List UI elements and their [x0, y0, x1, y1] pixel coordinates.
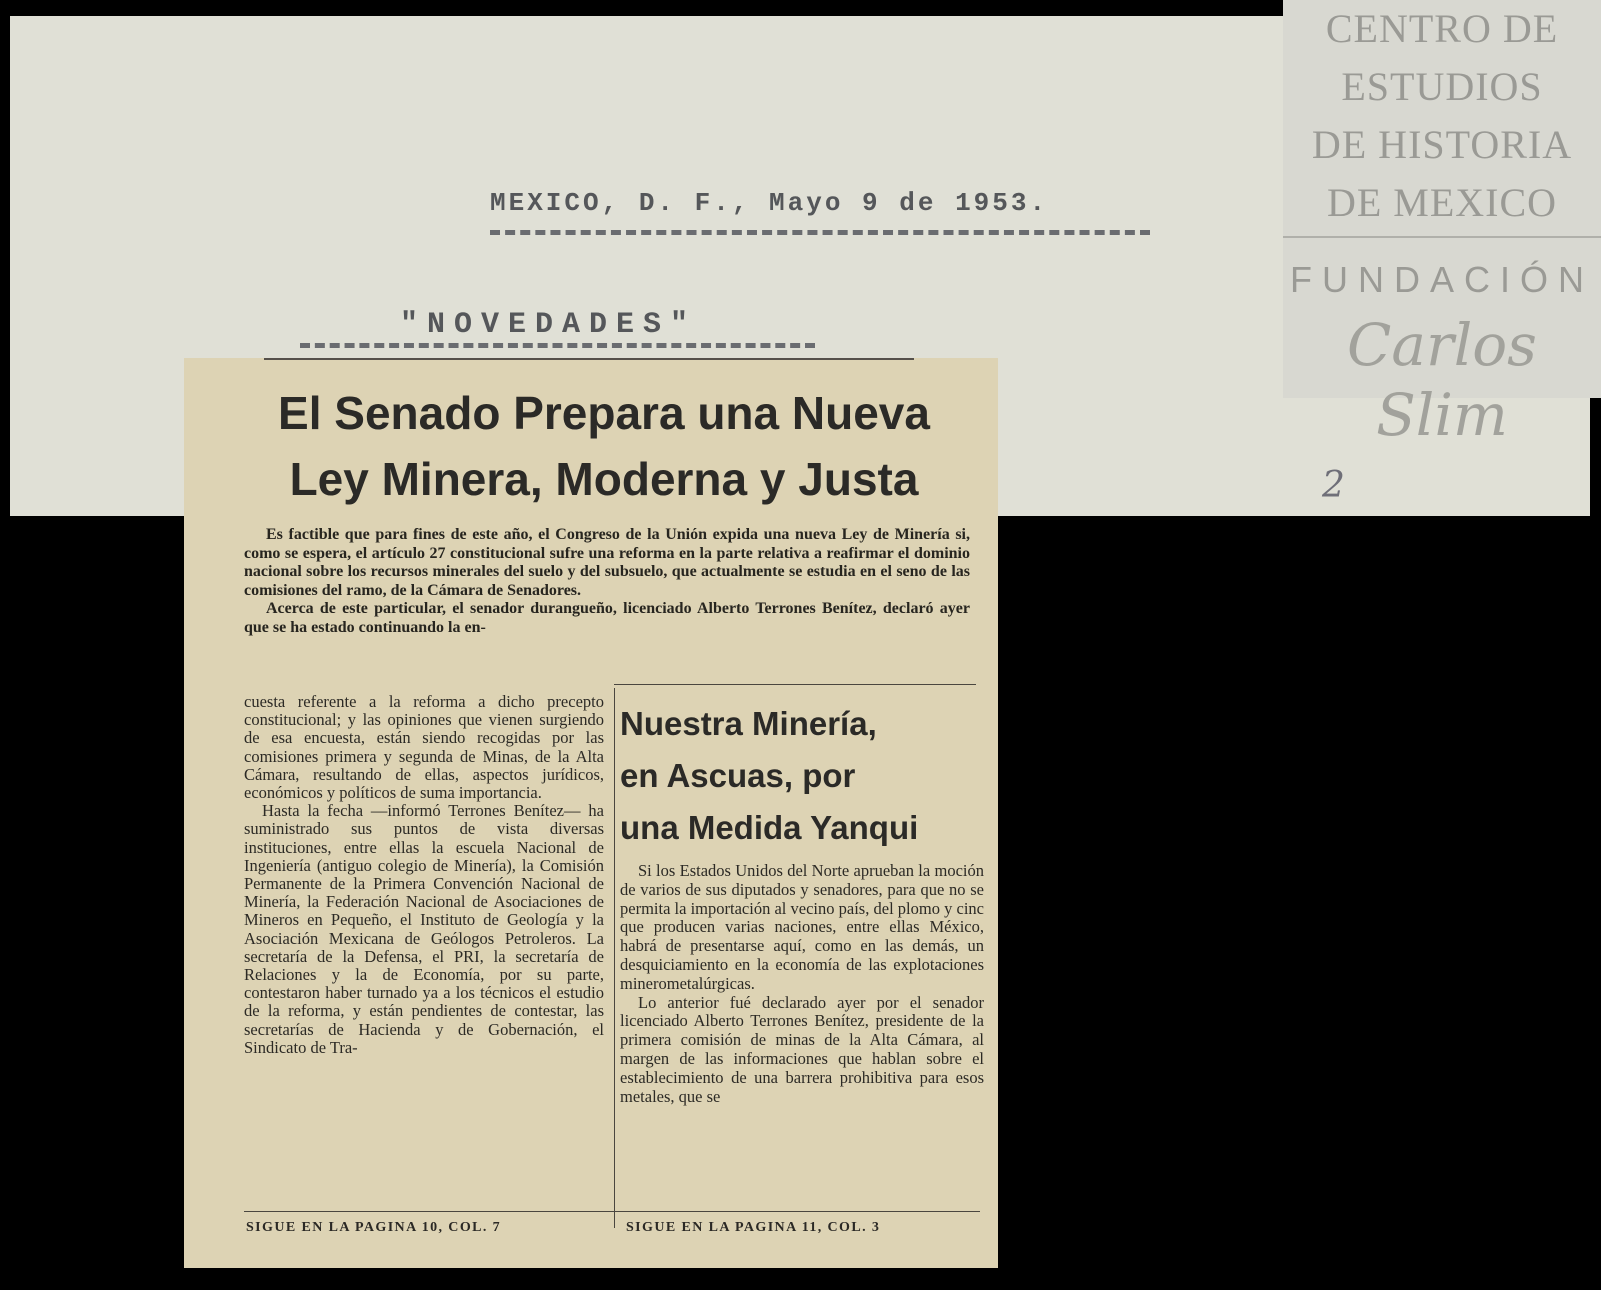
- side-headline-line-1: Nuestra Minería,: [620, 705, 877, 742]
- column-divider: [614, 688, 615, 1228]
- continued-left: SIGUE EN LA PAGINA 10, COL. 7: [246, 1220, 502, 1235]
- continued-right: SIGUE EN LA PAGINA 11, COL. 3: [626, 1220, 881, 1235]
- footer-rule: [244, 1211, 980, 1212]
- logo-line-3: DE HISTORIA: [1311, 122, 1573, 167]
- logo-foundation: FUNDACIÓN: [1290, 259, 1594, 300]
- left-paragraph-1: cuesta referente a la reforma a dicho precepto constitucional; y las opiniones que vienen surgiendo de esa encuesta, están siendo recogidas por las comisiones primera y segunda de Minas, de la Alta Cámara, resultando de ellas, aspectos jurídicos, económicos y políticos de suma importancia.: [244, 692, 604, 803]
- dateline: MEXICO, D. F., Mayo 9 de 1953.: [490, 188, 1049, 218]
- headline-line-1: El Senado Prepara una Nueva: [278, 387, 930, 439]
- handwritten-page-number: 2: [1322, 465, 1345, 506]
- main-headline: [244, 380, 964, 512]
- left-paragraph-2: Hasta la fecha —informó Terrones Benítez— ha suministrado sus puntos de vista diversas instituciones, entre ellas la escuela Nacional de Ingeniería (antiguo colegio de Minería), la Comisión Permanente de la Primera Convención Nacional de Minería, la Federación Nacional de Asociaciones de Mineros en Pequeño, el Instituto de Geología y la Asociación Mexicana de Geólogos Petroleros. La secretaría de la Defensa, el PRI, la secretaría de Relaciones y la de Economía, por su parte, contestaron haber turnado ya a los técnicos el estudio de la reforma, y están pendientes de contestar, las secretarías de Hacienda y de Gobernación, el Sindicato de Tra-: [244, 801, 604, 1057]
- lead-paragraph-1: Es factible que para fines de este año, el Congreso de la Unión expida una nueva Ley de Minería si, como se espera, el artículo 27 constitucional sufre una reforma en la parte relativa a reafirmar el dominio nacional sobre los recursos minerales del suelo y del subsuelo, que actualmente se estudia en el seno de las comisiones del ramo, de la Cámara de Senadores.: [244, 526, 970, 599]
- side-headline-line-3: una Medida Yanqui: [620, 809, 919, 846]
- logo-line-1: CENTRO DE: [1325, 6, 1559, 51]
- archive-watermark-logo: [1283, 0, 1601, 449]
- lead-paragraph-2: Acerca de este particular, el senador duranguеño, licenciado Alberto Terrones Benítez, declaró ayer que se ha estado continuando la en-: [244, 600, 970, 636]
- right-paragraph-2: Lo anterior fué declarado ayer por el senador licenciado Alberto Terrones Benítez, presidente de la primera comisión de minas de la Alta Cámara, al margen de las informaciones que hablan sobre el establecimiento de una barrera prohibitiva para esos metales, que se: [620, 992, 984, 1106]
- logo-signature: Carlos Slim: [1347, 311, 1537, 449]
- side-headline-line-2: en Ascuas, por: [620, 757, 856, 794]
- lead-paragraphs: [244, 526, 970, 637]
- right-column: [620, 862, 984, 1106]
- newspaper-clipping: [184, 358, 998, 1268]
- right-paragraph-1: Si los Estados Unidos del Norte aprueban la moción de varios de sus diputados y senadores, para que no se permita la importación al vecino país, del plomo y cinc que producen varias naciones, entre ellas México, habrá de presentarse aquí, como en las demás, un desquiciamiento en la economía de las explotaciones minerometalúrgicas.: [620, 861, 984, 993]
- logo-line-2: ESTUDIOS: [1341, 64, 1543, 109]
- dateline-underline: [490, 230, 1150, 235]
- newspaper-underline: [300, 343, 815, 348]
- side-article-top-rule: [614, 684, 976, 685]
- logo-line-4: DE MEXICO: [1326, 180, 1558, 225]
- newspaper-name: "NOVEDADES": [400, 308, 698, 342]
- headline-line-2: Ley Minera, Moderna y Justa: [289, 453, 919, 505]
- clipping-top-rule: [264, 358, 914, 366]
- side-headline: [620, 698, 990, 854]
- left-column: [244, 693, 604, 1057]
- logo-divider: [1283, 236, 1601, 238]
